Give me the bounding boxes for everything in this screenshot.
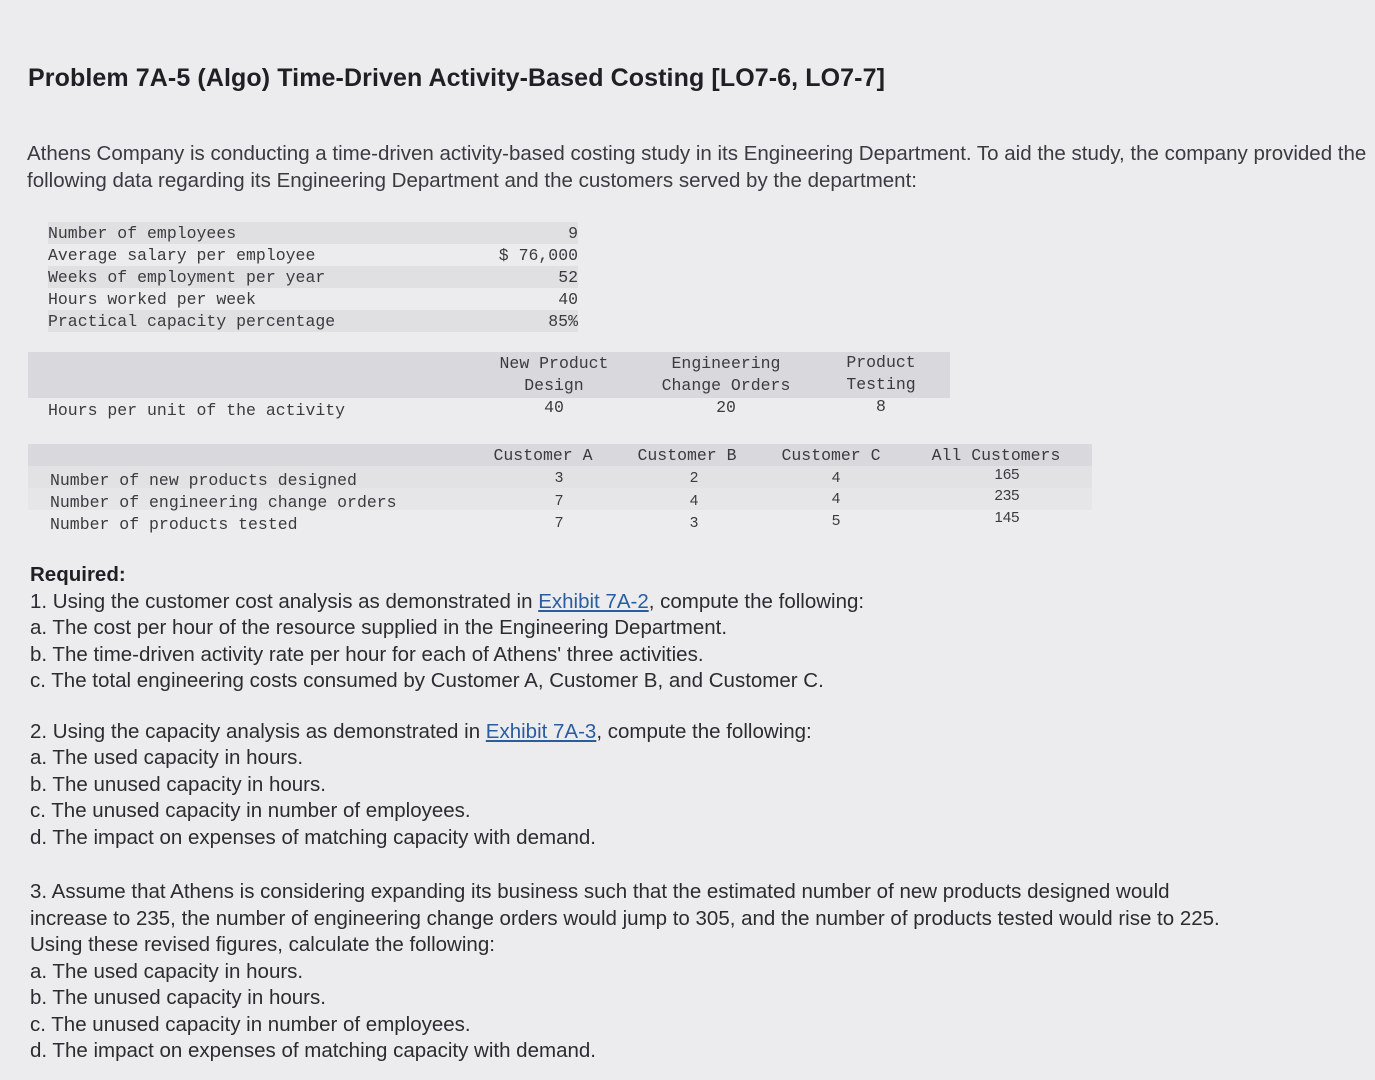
activity-row-label: Hours per unit of the activity: [48, 401, 346, 420]
employee-row-value: $ 76,000: [498, 246, 578, 265]
employee-row-value: 52: [558, 268, 578, 287]
employee-row-label: Weeks of employment per year: [48, 268, 326, 287]
customer-cell: 145: [994, 509, 1020, 526]
activity-name-line2: Change Orders: [661, 376, 791, 395]
part2-prompt-suffix: , compute the following:: [596, 719, 812, 743]
part2-item: a. The used capacity in hours.: [30, 746, 304, 769]
activity-hours: 8: [876, 397, 886, 416]
part3-prompt-line: Using these revised figures, calculate the following:: [30, 933, 495, 956]
problem-intro: Athens Company is conducting a time-driven activity-based costing study in its Engineering Department. To aid the study, the company provided the following data regarding its Engineering Department and the customers served by the department:: [27, 142, 1367, 192]
customer-cell: 4: [831, 469, 841, 486]
customer-header-all: All Customers: [931, 446, 1061, 465]
customer-cell: 4: [831, 490, 841, 507]
customer-cell: 5: [831, 512, 841, 529]
employee-row-value: 40: [558, 290, 578, 309]
employee-row: [48, 224, 578, 246]
customer-cell: 4: [689, 492, 699, 509]
part2-item: b. The unused capacity in hours.: [30, 772, 326, 796]
required-section: [30, 562, 1220, 1065]
activity-header-band: [28, 352, 950, 398]
part1-item: b. The time-driven activity rate per hour for each of Athens' three activities.: [30, 642, 704, 666]
customer-row-label: Number of new products designed: [50, 471, 357, 490]
part3-item: c. The unused capacity in number of employees.: [30, 1012, 471, 1036]
part1-prompt: [30, 589, 1220, 616]
customer-cell: 2: [689, 469, 699, 486]
part3-item: a. The used capacity in hours.: [30, 959, 304, 983]
employee-row-value: 85%: [548, 312, 578, 331]
activity-name-line2: Design: [524, 376, 584, 395]
activity-column-engineering-change-orders: [656, 353, 796, 419]
activity-name-line1: Product: [846, 353, 916, 372]
employee-row-label: Hours worked per week: [48, 290, 256, 309]
part2-item: c. The unused capacity in number of employees.: [30, 799, 471, 822]
exhibit-7a-3-link[interactable]: Exhibit 7A-3: [485, 719, 597, 743]
customer-cell: 235: [994, 487, 1020, 504]
part2-prompt-text: 2. Using the capacity analysis as demonstrated in: [30, 719, 486, 743]
employee-row: [48, 246, 578, 268]
employee-row-label: Number of employees: [48, 224, 237, 243]
activity-column-new-product-design: [492, 353, 616, 419]
exhibit-7a-2-link[interactable]: Exhibit 7A-2: [538, 589, 649, 613]
part3-prompt-line: 3. Assume that Athens is considering expanding its business such that the estimated number of new products designed would: [30, 880, 1170, 903]
employee-row: [48, 312, 578, 334]
part1-item: a. The cost per hour of the resource supplied in the Engineering Department.: [30, 616, 728, 639]
activity-hours: 40: [544, 398, 564, 417]
required-heading: Required:: [30, 563, 126, 586]
customer-cell: 7: [554, 514, 564, 531]
customer-row-label: Number of engineering change orders: [50, 493, 397, 512]
activity-hours: 20: [716, 398, 736, 417]
part1-prompt-suffix: , compute the following:: [648, 589, 865, 613]
employee-row: [48, 268, 578, 290]
part3-item: d. The impact on expenses of matching capacity with demand.: [30, 1039, 596, 1062]
employee-row-label: Practical capacity percentage: [48, 312, 336, 331]
customer-header-b: Customer B: [637, 446, 737, 465]
part2-item: d. The impact on expenses of matching capacity with demand.: [30, 825, 596, 849]
activity-name-line2: Testing: [846, 375, 916, 394]
activity-name-line1: New Product: [499, 354, 609, 373]
customer-header-a: Customer A: [493, 446, 593, 465]
part1-prompt-text: 1. Using the customer cost analysis as demonstrated in: [30, 589, 539, 613]
employee-row: [48, 290, 578, 312]
customer-cell: 165: [994, 466, 1020, 483]
activity-name-line1: Engineering: [671, 354, 781, 373]
activity-column-product-testing: [836, 352, 926, 418]
problem-title: Problem 7A-5 (Algo) Time-Driven Activity-Based Costing [LO7-6, LO7-7]: [28, 64, 886, 92]
customer-cell: 3: [689, 514, 699, 531]
employee-row-value: 9: [568, 224, 578, 243]
customer-cell: 3: [554, 469, 564, 486]
customer-header-c: Customer C: [781, 446, 881, 465]
part2-prompt: [30, 719, 1220, 746]
part1-item: c. The total engineering costs consumed by Customer A, Customer B, and Customer C.: [30, 669, 824, 692]
customer-cell: 7: [554, 492, 564, 509]
customer-row-label: Number of products tested: [50, 515, 298, 534]
part3-item: b. The unused capacity in hours.: [30, 986, 326, 1009]
part3-prompt-line: increase to 235, the number of engineering change orders would jump to 305, and the number of products tested would rise to 225.: [30, 906, 1220, 930]
employee-row-label: Average salary per employee: [48, 246, 316, 265]
